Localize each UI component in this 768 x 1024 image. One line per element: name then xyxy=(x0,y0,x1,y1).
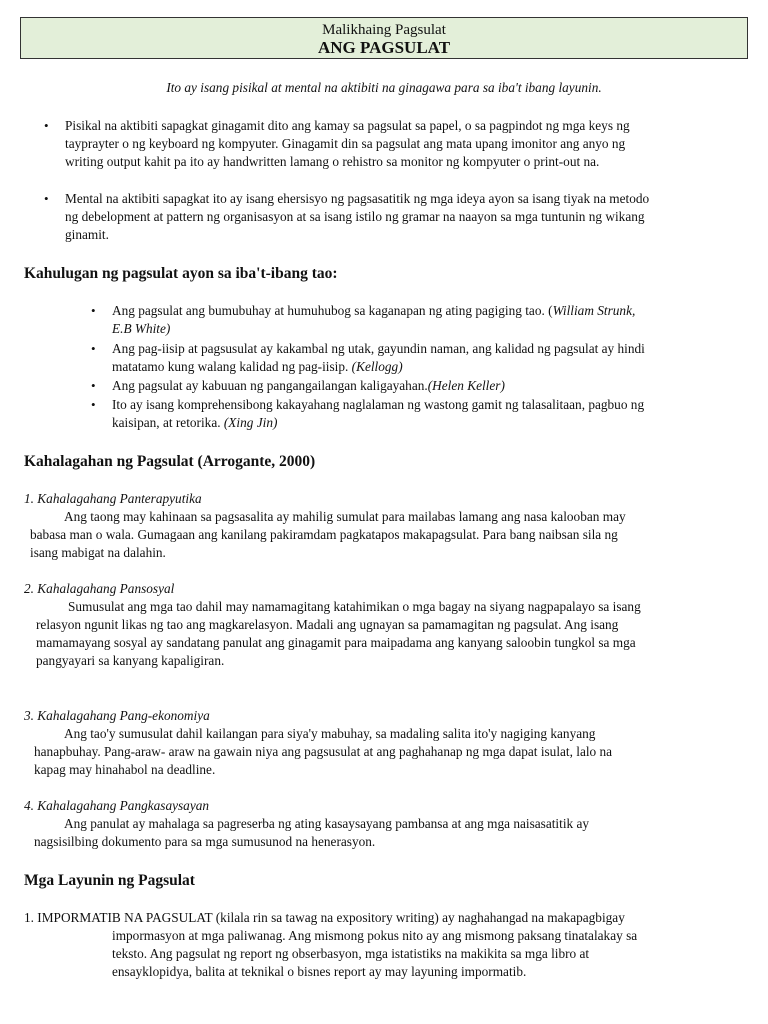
subsection-title: 3. Kahalagahang Pang-ekonomiya xyxy=(24,708,210,723)
bullet-mental xyxy=(44,190,650,244)
definition-item: • Ang pag-iisip at pagsusulat ay kakambal ng utak, gayundin naman, ang kalidad ng pagsulat ay hindi matatamo kung walang kalidad ng pag-iisip. (Kellogg) xyxy=(91,341,645,374)
section-heading-layunin: Mga Layunin ng Pagsulat xyxy=(24,872,195,889)
citation: (Xing Jin) xyxy=(223,415,278,430)
citation: William Strunk, xyxy=(552,303,636,318)
subsection-title: 2. Kahalagahang Pansosyal xyxy=(24,581,175,596)
bullet-line: ng debelopment at pattern ng organisasyon at sa isang istilo ng gramar na naayon sa mga tuntunin ng wikang xyxy=(65,209,645,224)
subsection-paragraph: Ang taong may kahinaan sa pagsasalita ay mahilig sumulat para mailabas lamang ang nasa kalooban may babasa man o wala. Gumagaan ang kanilang pakiramdam pagkatapos makapagsulat. Para bang naibsan sila ng isang mabigat na dalahin. xyxy=(30,509,626,560)
citation: (Helen Keller) xyxy=(427,378,505,393)
document-title: ANG PAGSULAT xyxy=(317,38,451,57)
citation: (Kellogg) xyxy=(351,359,403,374)
bullet-pisikal xyxy=(44,117,630,171)
subsection-title: 1. Kahalagahang Panterapyutika xyxy=(24,491,202,506)
bullet-dot-icon: • xyxy=(44,118,49,133)
bullet-line: ginamit. xyxy=(65,227,109,242)
definition-item: • Ang pagsulat ay kabuuan ng pangangailangan kaligayahan.(Helen Keller) xyxy=(91,378,505,393)
bullet-line: Mental na aktibiti sapagkat ito ay isang ehersisyo ng pagsasatitik ng mga ideya ayon sa isang tiyak na metodo xyxy=(65,191,650,206)
subsection-paragraph: Ang tao'y sumusulat dahil kailangan para siya'y mabuhay, sa madaling salita ito'y nagiging kanyang hanapbuhay. Pang-araw- araw na gawain niya ang pagsusulat at ang paghahanap ng mga dapat isulat, lalo na kapag may hinahabol na deadline. xyxy=(34,726,613,777)
section-heading-kahalagahan: Kahalagahan ng Pagsulat (Arrogante, 2000) xyxy=(24,453,316,470)
bullet-dot-icon: • xyxy=(91,397,96,412)
subsection-title: 4. Kahalagahang Pangkasaysayan xyxy=(24,798,210,813)
subsection-paragraph: Sumusulat ang mga tao dahil may namamagitang katahimikan o mga bagay na siyang nagpapalayo sa isang relasyon ngunit likas ng tao ang magkarelasyon. Madali ang ugnayan sa pamamagitan ng pagsulat. Ang isang mamamayang sosyal ay sandatang panulat ang ginagamit para maipadama ang kanyang saloobin tungkol sa mga pangyayari sa kanyang kapaligiran. xyxy=(36,599,641,668)
purpose-item-impormatib: 1. IMPORMATIB NA PAGSULAT (kilala rin sa tawag na expository writing) ay naghahangad na makapagbigay impormasyon at mga paliwanag. Ang mismong pokus nito ay ang mismong paksang tinatalakay sa teksto. Ang pagsulat ng report ng obserbasyon, mga istatistiks na makikita sa mga libro at ensayklopidya, balita at teknikal o bisnes report ay may layuning impormatib. xyxy=(24,910,638,979)
definition-item: • Ito ay isang komprehensibong kakayahang naglalaman ng wastong gamit ng talasalitaan, pagbuo ng kaisipan, at retorika. (Xing Jin) xyxy=(91,397,645,430)
citation: E.B White) xyxy=(112,321,171,336)
bullet-line: Pisikal na aktibiti sapagkat ginagamit dito ang kamay sa pagsulat sa papel, o sa pagpindot ng mga keys ng xyxy=(65,118,630,133)
section-heading-kahulugan: Kahulugan ng pagsulat ayon sa iba't-ibang tao: xyxy=(24,265,338,282)
definition-item: • Ang pagsulat ang bumubuhay at humuhubog sa kaganapan ng ating pagiging tao. (William Strunk, E.B White) xyxy=(91,303,636,336)
document-subtitle: Malikhaing Pagsulat xyxy=(322,22,446,38)
subsection-paragraph: Ang panulat ay mahalaga sa pagreserba ng ating kasaysayang pambansa at ang mga naisasatitik ay nagsisilbing dokumento para sa mga sumusunod na henerasyon. xyxy=(34,816,590,849)
bullet-line: writing output kahit pa ito ay handwritten lamang o rehistro sa monitor ng kompyuter o print-out na. xyxy=(65,154,600,169)
bullet-dot-icon: • xyxy=(91,303,96,318)
bullet-dot-icon: • xyxy=(91,378,96,393)
bullet-line: tayprayter o ng keyboard ng kompyuter. Ginagamit din sa pagsulat ang mata upang imonitor ang anyo ng xyxy=(65,136,626,151)
header-box xyxy=(20,17,748,59)
intro-text: Ito ay isang pisikal at mental na aktibiti na ginagawa para sa iba't ibang layunin. xyxy=(166,80,602,95)
bullet-dot-icon: • xyxy=(91,341,96,356)
bullet-dot-icon: • xyxy=(44,191,49,206)
